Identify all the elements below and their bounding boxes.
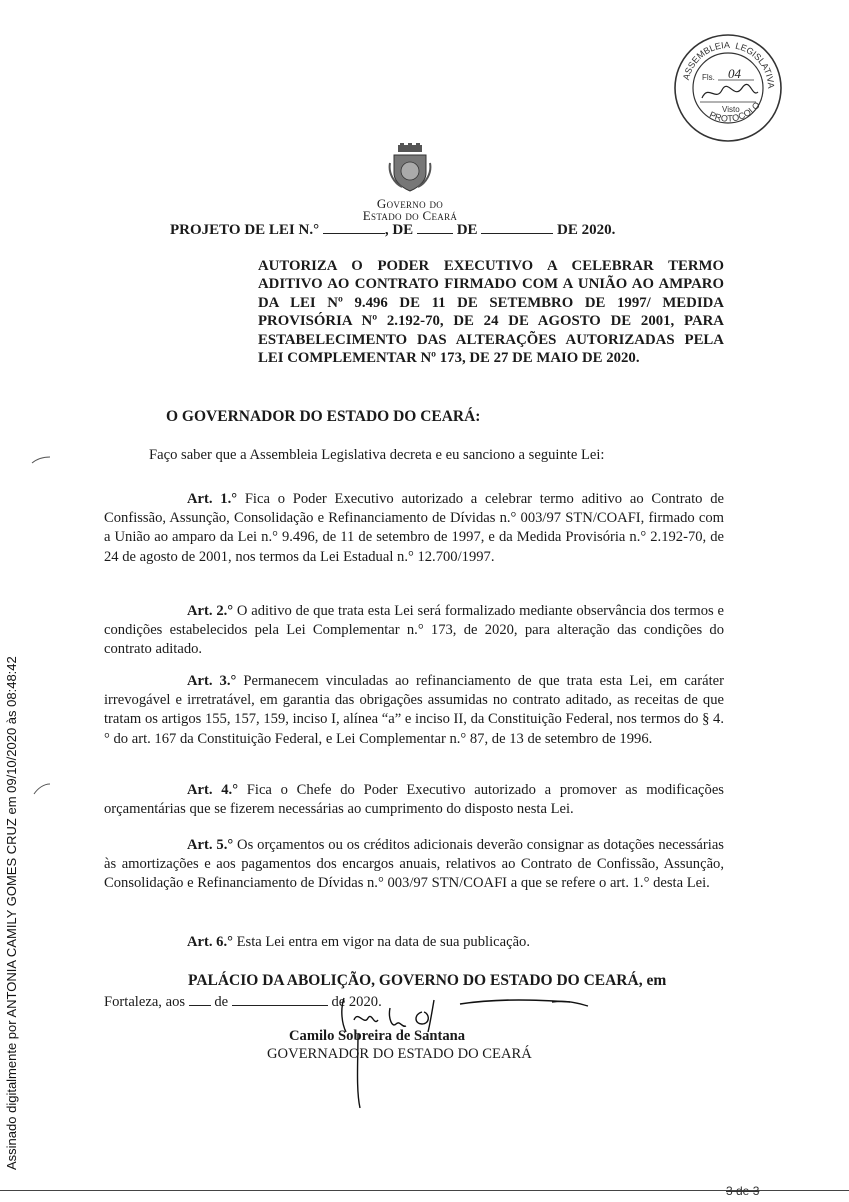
margin-tick-icon [32,782,52,796]
bill-day-blank [417,233,453,234]
article-6-text: Esta Lei entra em vigor na data de sua publicação. [232,934,530,950]
stamp-ring-bottom: PROTOCOLO [707,99,762,124]
date-month-blank [232,1005,328,1006]
bill-year: DE 2020. [557,222,616,238]
article-1-label: Art. 1.° [187,491,238,507]
date-prefix: Fortaleza, aos [104,994,186,1010]
article-2 [104,602,724,660]
governor-heading: O GOVERNADOR DO ESTADO DO CEARÁ: [166,408,481,425]
bill-de1: , DE [384,222,414,238]
bill-summary: AUTORIZA O PODER EXECUTIVO A CELEBRAR TERMO ADITIVO AO CONTRATO FIRMADO COM A UNIÃO AO AMPARO DA LEI Nº 9.496 DE 11 DE SETEMBRO DE 1997/ MEDIDA PROVISÓRIA Nº 2.192-70, DE 24 DE AGOSTO DE 2001, PARA ESTABELECIMENTO DAS ALTERAÇÕES AUTORIZADAS PELA LEI COMPLEMENTAR Nº 173, DE 27 DE MAIO DE 2020. [258,258,724,367]
bill-de2: DE [456,222,478,238]
bill-number-line [170,222,615,239]
article-4-label: Art. 4.° [187,782,239,798]
signer-name: Camilo Sobreira de Santana [289,1028,466,1044]
stamp-fls-label: Fls. [702,73,715,82]
date-de: de [214,994,229,1010]
article-2-text: O aditivo de que trata esta Lei será formalizado mediante observância dos termos e condições estabelecidos pela Lei Complementar n.° 173, de 2020, para alteração das condições do contrato aditado. [104,603,724,658]
bill-prefix: PROJETO DE LEI N.° [170,222,320,238]
government-name-line1: Governo do [376,196,444,211]
article-5 [104,836,724,894]
article-2-label: Art. 2.° [187,603,234,619]
stamp-fls-value: 04 [728,66,741,81]
article-1-text: Fica o Poder Executivo autorizado a celebrar termo aditivo ao Contrato de Confissão, Assunção, Consolidação e Refinanciamento de Dívidas n.° 003/97 STN/COAFI, firmado com a União ao amparo da Lei n.° 9.496, de 11 de setembro de 1997, e da Medida Provisória n.° 2.192-70, de 24 de agosto de 2001, nos termos da Lei Estadual n.° 12.700/1997. [104,491,724,565]
intro-paragraph: Faço saber que a Assembleia Legislativa decreta e eu sanciono a seguinte Lei: [149,447,605,463]
article-6 [104,933,724,952]
article-1 [104,490,724,567]
article-3-text: Permanecem vinculadas ao refinanciamento de que trata esta Lei, em caráter irrevogável e irretratável, em garantia das obrigações assumidas no contrato aditado, as receitas de que tratam os artigos 155, 157, 159, inciso I, alínea “a” e inciso II, da Constituição Federal, nos termos do § 4.° do art. 167 da Constituição Federal, e Lei Complementar n.° 87, de 13 de setembro de 1996. [104,673,724,747]
signer-title: GOVERNADOR DO ESTADO DO CEARÁ [267,1046,532,1062]
stamp-ring-top: ASSEMBLEIA LEGISLATIVA [680,39,777,89]
date-year: de 2020. [331,994,382,1010]
stamp-seal-icon [672,32,784,144]
article-3 [104,672,724,749]
article-5-text: Os orçamentos ou os créditos adicionais deverão consignar as dotações necessárias às amortizações e aos pagamentos dos encargos anuais, relativos ao Contrato de Confissão, Assunção, Consolidação e Refinanciamento de Dívidas n.° 003/97 STN/COAFI a que se refere o art. 1.° desta Lei. [104,837,724,892]
article-4-text: Fica o Chefe do Poder Executivo autorizado a promover as modificações orçamentárias que se fizerem necessárias ao cumprimento do disposto nesta Lei. [104,782,724,818]
state-crest-icon [388,143,432,193]
page-number: 3 de 3 [726,1184,760,1198]
closing-line: PALÁCIO DA ABOLIÇÃO, GOVERNO DO ESTADO DO CEARÁ, em [188,972,667,989]
stamp-visto-label: Visto [722,105,740,114]
bill-month-blank [481,233,553,234]
margin-tick-icon [30,455,52,465]
protocol-stamp [672,32,784,144]
article-4 [104,781,724,819]
bill-number-blank [323,233,385,234]
article-3-label: Art. 3.° [187,673,237,689]
article-6-label: Art. 6.° [187,934,233,950]
government-name-line2: Estado do Ceará [362,208,458,223]
digital-signature-note: Assinado digitalmente por ANTONIA CAMILY GOMES CRUZ em 09/10/2020 às 08:48:42 [4,656,19,1170]
date-day-blank [189,1005,211,1006]
article-5-label: Art. 5.° [187,837,234,853]
footer-rule [0,1190,849,1191]
